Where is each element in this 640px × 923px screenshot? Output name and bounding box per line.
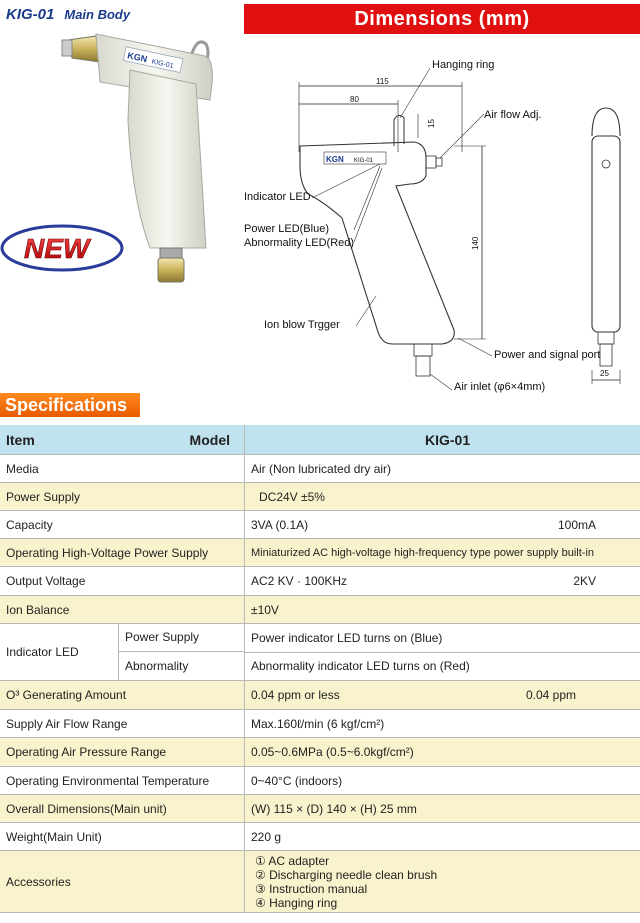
- row-value: [245, 681, 640, 710]
- table-row: [0, 795, 640, 823]
- table-header-row: [0, 425, 640, 455]
- air-coupling-graphic: [158, 258, 184, 282]
- gun-handle-graphic: [128, 70, 206, 248]
- row-item: Media: [0, 455, 245, 483]
- row-value: [245, 511, 640, 539]
- dimensions-title: Dimensions (mm): [244, 4, 640, 34]
- product-model-code: KIG-01: [6, 6, 55, 23]
- row-value-main: 3VA (0.1A): [251, 517, 309, 532]
- row-value: Air (Non lubricated dry air): [245, 455, 640, 483]
- nozzle-graphic: [68, 36, 100, 62]
- label-indicator-led: Indicator LED: [244, 191, 311, 203]
- table-row-accessories: [0, 851, 640, 913]
- table-row: [0, 767, 640, 795]
- label-power-led: Power LED(Blue): [244, 223, 329, 235]
- table-row: [0, 823, 640, 851]
- table-row-indicator-power: [0, 624, 640, 653]
- new-badge: NEW: [24, 233, 90, 264]
- row-item: Output Voltage: [0, 567, 245, 596]
- row-value: [245, 567, 640, 596]
- product-subtitle: Main Body: [64, 7, 131, 22]
- table-row: [0, 539, 640, 567]
- indicator-led-cell: [0, 624, 245, 681]
- accessory-item: ① AC adapter: [255, 853, 330, 868]
- accessory-item: ② Discharging needle clean brush: [255, 867, 438, 882]
- header-model-value: KIG-01: [245, 425, 640, 455]
- row-item: O³ Generating Amount: [0, 681, 245, 710]
- svg-text:KGN: KGN: [126, 50, 149, 65]
- accessories-list: [245, 851, 640, 913]
- row-item: Capacity: [0, 511, 245, 539]
- table-row: [0, 455, 640, 483]
- header-item: Item: [6, 431, 35, 448]
- row-value: Abnormality indicator LED turns on (Red): [245, 652, 640, 681]
- row-value: ±10V: [245, 596, 640, 624]
- indicator-led-label: Indicator LED: [6, 645, 79, 659]
- row-item: Operating Air Pressure Range: [0, 738, 245, 767]
- top-section: [0, 0, 640, 393]
- indicator-abnormality-label: Abnormality: [125, 659, 189, 673]
- row-value: 0~40°C (indoors): [245, 767, 640, 795]
- product-illustration: [0, 0, 240, 385]
- row-value: 0.05~0.6MPa (0.5~6.0kgf/cm²): [245, 738, 640, 767]
- table-row: [0, 483, 640, 511]
- table-row: [0, 710, 640, 738]
- label-power-signal-port: Power and signal port: [494, 349, 601, 361]
- row-item: Operating High-Voltage Power Supply: [0, 539, 245, 567]
- row-value-extra: 100mA: [557, 517, 596, 532]
- front-view-body: [592, 136, 620, 332]
- row-value-main: 0.04 ppm or less: [251, 688, 340, 702]
- label-air-flow-adj: Air flow Adj.: [484, 109, 542, 121]
- table-row: [0, 681, 640, 710]
- svg-text:KGN: KGN: [326, 155, 344, 164]
- label-air-inlet: Air inlet (φ6×4mm): [454, 381, 546, 393]
- row-item: Supply Air Flow Range: [0, 710, 245, 738]
- dim-140: 140: [471, 236, 480, 250]
- row-item: Overall Dimensions(Main unit): [0, 795, 245, 823]
- side-hanging-ring: [394, 115, 404, 146]
- table-row: [0, 567, 640, 596]
- row-item: Operating Environmental Temperature: [0, 767, 245, 795]
- table-row: [0, 738, 640, 767]
- row-value-main: AC2 KV · 100KHz: [251, 574, 348, 588]
- table-row: [0, 511, 640, 539]
- label-hanging-ring: Hanging ring: [432, 59, 495, 71]
- front-view-ring: [592, 108, 620, 136]
- indicator-power-label: Power Supply: [119, 624, 244, 652]
- row-value-extra: 0.04 ppm: [525, 688, 576, 702]
- row-item: Power Supply: [0, 483, 245, 511]
- dimensions-drawing: [244, 34, 640, 393]
- row-value-extra: 2KV: [573, 574, 596, 588]
- dim-15: 15: [427, 119, 436, 128]
- row-value: (W) 115 × (D) 140 × (H) 25 mm: [245, 795, 640, 823]
- row-item: Weight(Main Unit): [0, 823, 245, 851]
- specifications-table: [0, 425, 640, 913]
- table-row: [0, 596, 640, 624]
- svg-text:KIG-01: KIG-01: [354, 158, 374, 164]
- accessory-item: ③ Instruction manual: [255, 881, 368, 896]
- specifications-title: Specifications: [0, 393, 140, 417]
- row-value: Power indicator LED turns on (Blue): [245, 624, 640, 653]
- row-value: 220 g: [245, 823, 640, 851]
- dim-115: 115: [376, 77, 389, 86]
- row-value: Miniaturized AC high-voltage high-frequency type power supply built-in: [245, 539, 640, 567]
- label-ion-blow-trigger: Ion blow Trgger: [264, 319, 340, 331]
- row-value: DC24V ±5%: [245, 483, 640, 511]
- svg-text:KIG-01: KIG-01: [150, 58, 175, 70]
- dim-80: 80: [350, 95, 359, 104]
- header-model: Model: [189, 431, 230, 448]
- row-value: Max.160ℓ/min (6 kgf/cm²): [245, 710, 640, 738]
- header-item-cell: [0, 425, 245, 455]
- dim-25: 25: [600, 369, 609, 378]
- row-item: Accessories: [0, 851, 245, 913]
- accessory-item: ④ Hanging ring: [255, 895, 338, 910]
- label-abnormality-led: Abnormality LED(Red): [244, 237, 355, 249]
- row-item: Ion Balance: [0, 596, 245, 624]
- product-panel: [0, 0, 240, 385]
